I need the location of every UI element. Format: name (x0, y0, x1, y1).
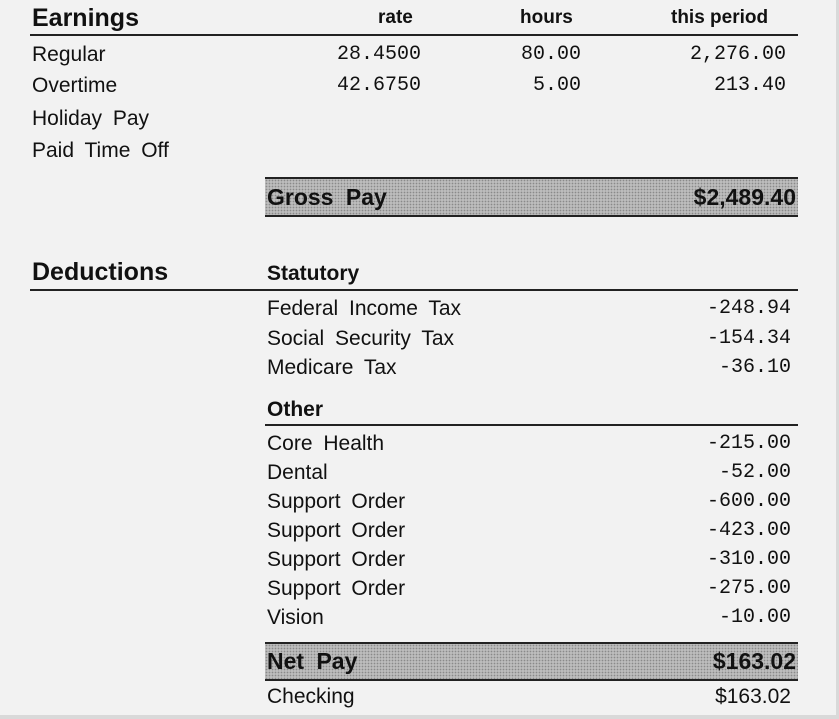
deduction-amount: -154.34 (706, 327, 791, 350)
deduction-amount: -215.00 (706, 432, 791, 455)
gross-pay-amount: $2,489.40 (693, 184, 796, 210)
deduction-label: Support Order (267, 548, 406, 571)
gross-pay-label: Gross Pay (267, 184, 387, 210)
deduction-label: Vision (267, 606, 324, 629)
statutory-heading: Statutory (267, 262, 360, 285)
net-pay-band (265, 642, 798, 681)
earnings-heading: Earnings (32, 4, 139, 32)
earnings-label: Holiday Pay (32, 107, 150, 130)
deduction-label: Support Order (267, 519, 406, 542)
earnings-rate: 28.4500 (336, 43, 421, 66)
earnings-amount: 213.40 (713, 74, 786, 97)
deductions-heading: Deductions (32, 258, 169, 286)
deposit-label: Checking (267, 685, 355, 708)
earnings-amount: 2,276.00 (689, 43, 786, 66)
other-rule (265, 424, 798, 426)
gross-pay-band (265, 177, 798, 217)
net-pay-amount: $163.02 (712, 648, 796, 674)
deduction-amount: -423.00 (706, 519, 791, 542)
earnings-label: Overtime (32, 74, 118, 97)
deduction-amount: -248.94 (706, 297, 791, 320)
earnings-label: Paid Time Off (32, 139, 169, 162)
deduction-label: Dental (267, 461, 328, 484)
deduction-amount: -600.00 (706, 490, 791, 513)
deduction-label: Medicare Tax (267, 356, 397, 379)
col-hours-header: hours (520, 7, 573, 28)
earnings-label: Regular (32, 43, 106, 66)
earnings-rule (30, 34, 798, 36)
col-this-period-header: this period (671, 7, 769, 28)
deduction-label: Federal Income Tax (267, 297, 462, 320)
earnings-hours: 5.00 (532, 74, 581, 97)
earnings-hours: 80.00 (520, 43, 581, 66)
deposit-amount: $163.02 (715, 685, 791, 708)
deduction-amount: -36.10 (718, 356, 791, 379)
col-rate-header: rate (378, 7, 413, 28)
earnings-rate: 42.6750 (336, 74, 421, 97)
deduction-amount: -10.00 (718, 606, 791, 629)
deduction-amount: -310.00 (706, 548, 791, 571)
deduction-label: Support Order (267, 490, 406, 513)
deduction-label: Support Order (267, 577, 406, 600)
deduction-amount: -52.00 (718, 461, 791, 484)
net-pay-label: Net Pay (267, 648, 358, 674)
deduction-label: Core Health (267, 432, 385, 455)
deduction-amount: -275.00 (706, 577, 791, 600)
deduction-label: Social Security Tax (267, 327, 455, 350)
deductions-rule (30, 289, 798, 291)
other-heading: Other (267, 398, 324, 421)
